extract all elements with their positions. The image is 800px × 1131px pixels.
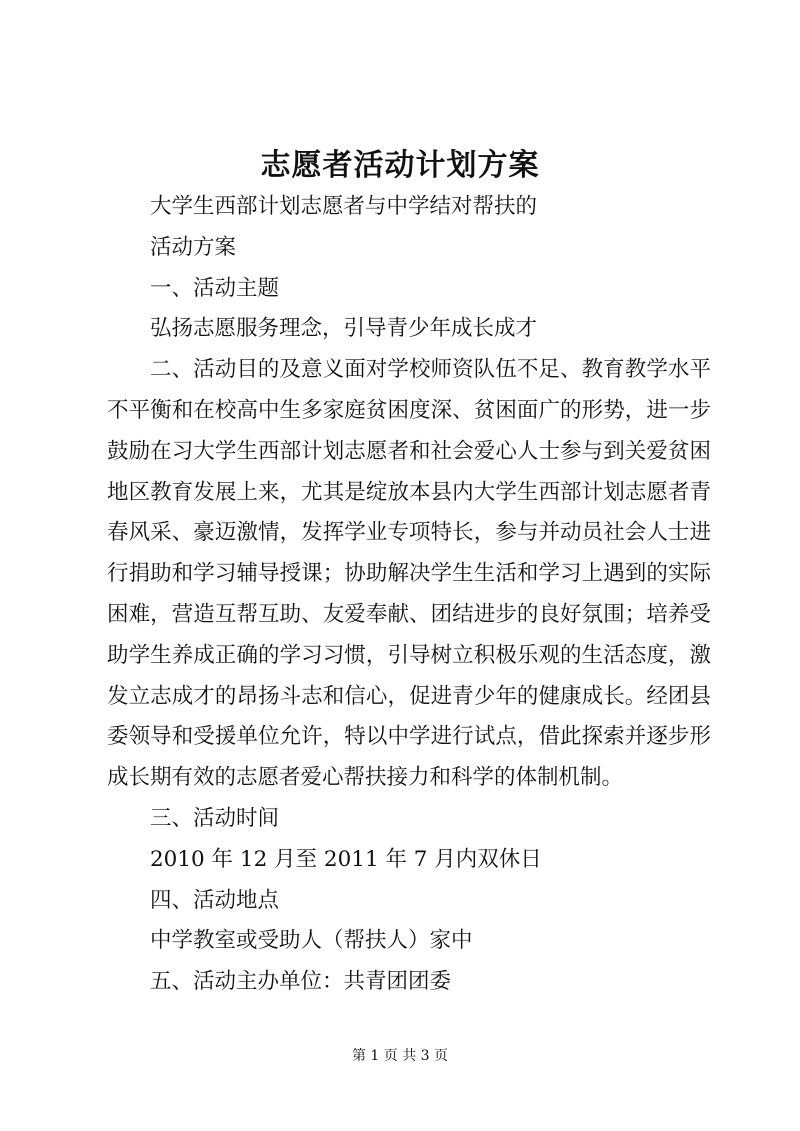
- section-heading-organizer: 五、活动主办单位：共青团团委: [150, 969, 452, 995]
- paragraph-purpose: 二、活动目的及意义面对学校师资队伍不足、教育教学水平不平衡和在校高中生多家庭贫困度深、贫困面广的形势，进一步鼓励在习大学生西部计划志愿者和社会爱心人士参与到关爱贫困地区教育发展上来，尤其是绽放本县内大学生西部计划志愿者青春风采、豪迈激情，发挥学业专项特长，参与并动员社会人士进行捐助和学习辅导授课；协助解决学生生活和学习上遇到的实际困难，营造互帮互助、友爱奉献、团结进步的良好氛围；培养受助学生养成正确的学习习惯，引导树立积极乐观的生活态度，激发立志成才的昂扬斗志和信心，促进青少年的健康成长。经团县委领导和受援单位允许，特以中学进行试点，借此探索并逐步形成长期有效的志愿者爱心帮扶接力和科学的体制机制。: [107, 357, 711, 791]
- section-heading-theme: 一、活动主题: [150, 275, 280, 301]
- section-heading-time: 三、活动时间: [150, 805, 280, 831]
- paragraph-subtitle-line-2: 活动方案: [150, 234, 237, 260]
- page-title: 志愿者活动计划方案: [260, 148, 540, 183]
- document-body: [107, 187, 711, 1003]
- page-number-footer: 第 1 页 共 3 页: [351, 1048, 449, 1064]
- paragraph-location: 中学教室或受助人（帮扶人）家中: [150, 928, 473, 954]
- section-heading-location: 四、活动地点: [150, 887, 280, 913]
- paragraph-theme: 弘扬志愿服务理念，引导青少年成长成才: [150, 316, 538, 342]
- paragraph-subtitle-line-1: 大学生西部计划志愿者与中学结对帮扶的: [150, 194, 538, 219]
- paragraph-time: 2010 年 12 月至 2011 年 7 月内双休日: [150, 846, 542, 872]
